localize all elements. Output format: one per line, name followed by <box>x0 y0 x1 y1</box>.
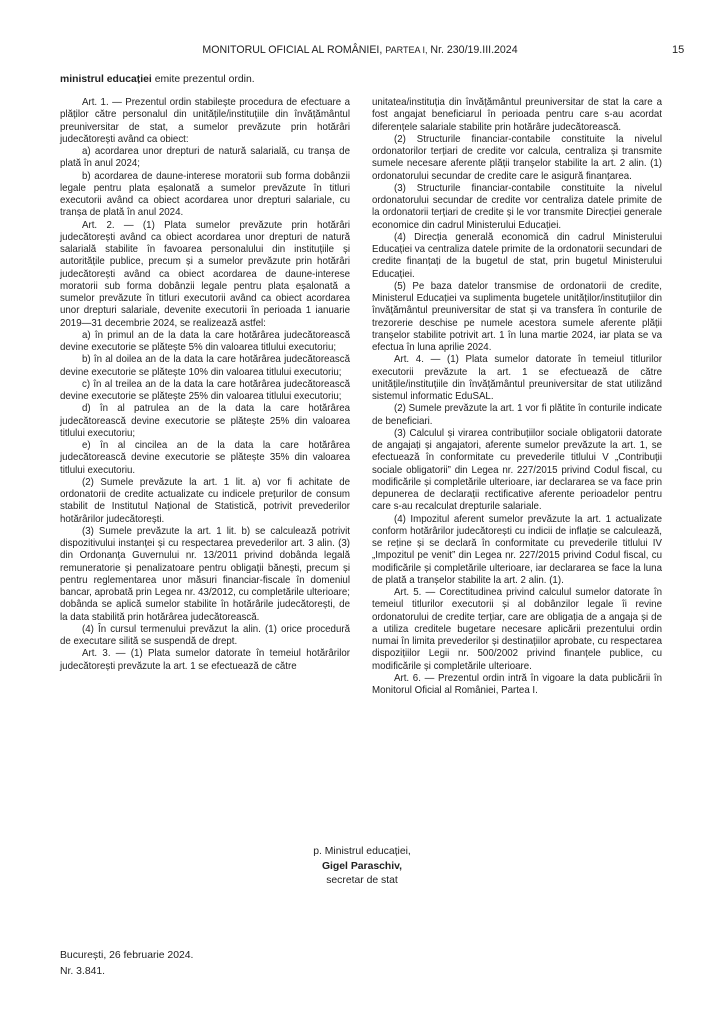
paragraph: b) acordarea de daune-interese moratorii sub forma dobânzii legale pentru plata eșalonată a sumelor prevăzute în titluri executorii având ca obiect acordarea unor drepturi salariale, cu tranșa de plată în anul 2024. <box>60 170 350 219</box>
paragraph: e) în al cincilea an de la data la care hotărârea judecătorească devine executorie se plătește 35% din valoarea titlului executoriu. <box>60 440 350 476</box>
paragraph: Art. 6. — Prezentul ordin intră în vigoare la data publicării în Monitorul Oficial al României, Partea I. <box>372 672 662 696</box>
paragraph: (4) Direcția generală economică din cadrul Ministerului Educației va centraliza datele primite de la ordonatorii secundari de credite finanțați de la bugetul de stat, prin bugetul Ministerului Educației. <box>372 231 662 280</box>
paragraph-continuation: unitatea/instituția din învățământul preuniversitar de stat la care a fost angajat beneficiarul în perioada pentru care s-au acordat diferențele salariale stabilite prin hotărâre judecătorească. <box>372 97 662 133</box>
paragraph: (4) Impozitul aferent sumelor prevăzute la art. 1 actualizate conform hotărârilor judecătorești cu indicii de inflație se calculează, se reține și se declară în conformitate cu prevederile titlului IV „Impozitul pe venit” din Legea nr. 227/2015 privind Codul fiscal, cu modificările și completările ulterioare, iar declararea se face la luna de plată a tranșelor stabilite la art. 2 alin. (1). <box>372 513 662 586</box>
header-part: PARTEA I, <box>385 45 428 55</box>
paragraph: Art. 2. — (1) Plata sumelor prevăzute prin hotărâri judecătorești având ca obiect acordarea unor drepturi de natură salarială stabilite în favoarea personalului din instituțiile și autoritățile publice, precum și a sumelor prevăzute prin hotărâri judecătorești având ca obiect acordarea de daune-interese moratorii sub forma dobânzii legale pentru plata eșalonată a sumelor prevăzute în titluri executorii având ca obiect acordarea unor drepturi salariale, devenite executorii în perioada 1 ianuarie 2019—31 decembrie 2024, se realizează astfel: <box>60 219 350 329</box>
page-number: 15 <box>672 44 685 56</box>
right-column <box>372 97 662 697</box>
paragraph: a) acordarea unor drepturi de natură salarială, cu tranșa de plată în anul 2024; <box>60 146 350 170</box>
paragraph: Art. 5. — Corectitudinea privind calculul sumelor datorate în temeiul titlurilor executorii și al dobânzilor legale îi revine ordonatorului de credite terțiar, care are obligația de a angaja și de a utiliza creditele bugetare necesare aplicării prezentului ordin numai în limita prevederilor și destinațiilor aprobate, cu respectarea dispozițiilor Legii nr. 500/2002 privind finanțele publice, cu modificările și completările ulterioare. <box>372 587 662 672</box>
left-column <box>60 97 350 673</box>
signature-name: Gigel Paraschiv, <box>321 860 403 872</box>
page-header <box>150 44 570 56</box>
signature-role: secretar de stat <box>326 875 398 886</box>
paragraph: c) în al treilea an de la data la care hotărârea judecătorească devine executorie se plătește 25% din valoarea titlului executoriu; <box>60 378 350 402</box>
paragraph: a) în primul an de la data la care hotărârea judecătorească devine executorie se plătește 5% din valoarea titlului executoriu; <box>60 329 350 353</box>
paragraph: (4) În cursul termenului prevăzut la alin. (1) orice procedură de executare silită se suspendă de drept. <box>60 623 350 647</box>
paragraph: Art. 1. — Prezentul ordin stabilește procedura de efectuare a plăților către personalul din unitățile/instituțiile din învățământul preuniversitar de stat, a sumelor prevăzute prin hotărâri judecătorești având ca obiect: <box>60 97 350 145</box>
signature-on-behalf: p. Ministrul educației, <box>313 846 411 857</box>
paragraph: b) în al doilea an de la data la care hotărârea judecătorească devine executorie se plătește 10% din valoarea titlului executoriu; <box>60 354 350 378</box>
footer-number: Nr. 3.841. <box>60 966 106 977</box>
paragraph: (2) Sumele prevăzute la art. 1 lit. a) vor fi achitate de ordonatorii de credite actualizate cu indicele prețurilor de consum stabilit de Institutul Național de Statistică, potrivit prevederilor hotărârilor judecătorești. <box>60 476 350 525</box>
signature-block <box>200 845 524 889</box>
paragraph: Art. 4. — (1) Plata sumelor datorate în temeiul titlurilor executorii prevăzute la art. 1 se efectuează de către unitățile/instituțiile din învățământul preuniversitar de stat utilizând sistemul informatic EduSAL. <box>372 354 662 402</box>
footer-place-date: București, 26 februarie 2024. <box>60 950 194 961</box>
intro-bold: ministrul educației <box>60 74 152 85</box>
document-footer <box>60 948 193 980</box>
header-issue-number: Nr. 230/19.III.2024 <box>430 44 518 56</box>
header-title: MONITORUL OFICIAL AL ROMÂNIEI, <box>202 44 383 56</box>
paragraph: (3) Structurile financiar-contabile constituite la nivelul ordonatorului secundar de credite vor centraliza datele primite de la ordonatorii terțiari de credite și le vor transmite Direcției generale economice din cadrul Ministerului Educației. <box>372 182 662 231</box>
paragraph: d) în al patrulea an de la data la care hotărârea judecătorească devine executorie se plătește 25% din valoarea titlului executoriu; <box>60 403 350 439</box>
paragraph: (2) Sumele prevăzute la art. 1 vor fi plătite în conturile indicate de beneficiari. <box>372 403 662 427</box>
intro-line <box>60 74 255 85</box>
paragraph: (2) Structurile financiar-contabile constituite la nivelul ordonatorilor terțiari de credite vor calcula, centraliza și transmite sumele necesare aferente plății tranșelor stabilite la art. 2 alin. (1) ordonatorului secundar de credite care le asigură finanțarea. <box>372 133 662 182</box>
paragraph: (3) Sumele prevăzute la art. 1 lit. b) se calculează potrivit dispozitivului instanței și cu respectarea prevederilor art. 3 alin. (3) din Ordonanța Guvernului nr. 13/2011 privind dobânda legală remuneratorie și penalizatoare pentru obligații bănești, precum și pentru reglementarea unor măsuri financiar-fiscale în domeniul bancar, aprobată prin Legea nr. 43/2012, cu completările ulterioare; dobânda se aplică sumelor stabilite în hotărârile judecătorești, de la data stabilită prin hotărârea judecătorească. <box>60 525 350 623</box>
paragraph: (5) Pe baza datelor transmise de ordonatorii de credite, Ministerul Educației va suplimenta bugetele unităților/instituțiilor din învățământul preuniversitar de stat și va transfera în conturile de trezorerie deschise pe numele acestora sumele aferente plății tranșelor stabilite potrivit art. 1 în luna martie 2024, iar plata se va efectua în luna aprilie 2024. <box>372 280 662 353</box>
paragraph: Art. 3. — (1) Plata sumelor datorate în temeiul hotărârilor judecătorești prevăzute la art. 1 se efectuează de către <box>60 648 350 672</box>
intro-rest: emite prezentul ordin. <box>151 74 255 85</box>
paragraph: (3) Calculul și virarea contribuțiilor sociale obligatorii datorate de angajați și angajatori, aferente sumelor prevăzute la art. 1, se efectuează în conformitate cu prevederile titlului V „Contribuții sociale obligatorii” din Legea nr. 227/2015 privind Codul fiscal, cu modificările și completările ulterioare, iar declararea se va face prin depunerea de declarații rectificative aferente perioadelor pentru care s-au recalculat drepturile salariale. <box>372 427 662 513</box>
